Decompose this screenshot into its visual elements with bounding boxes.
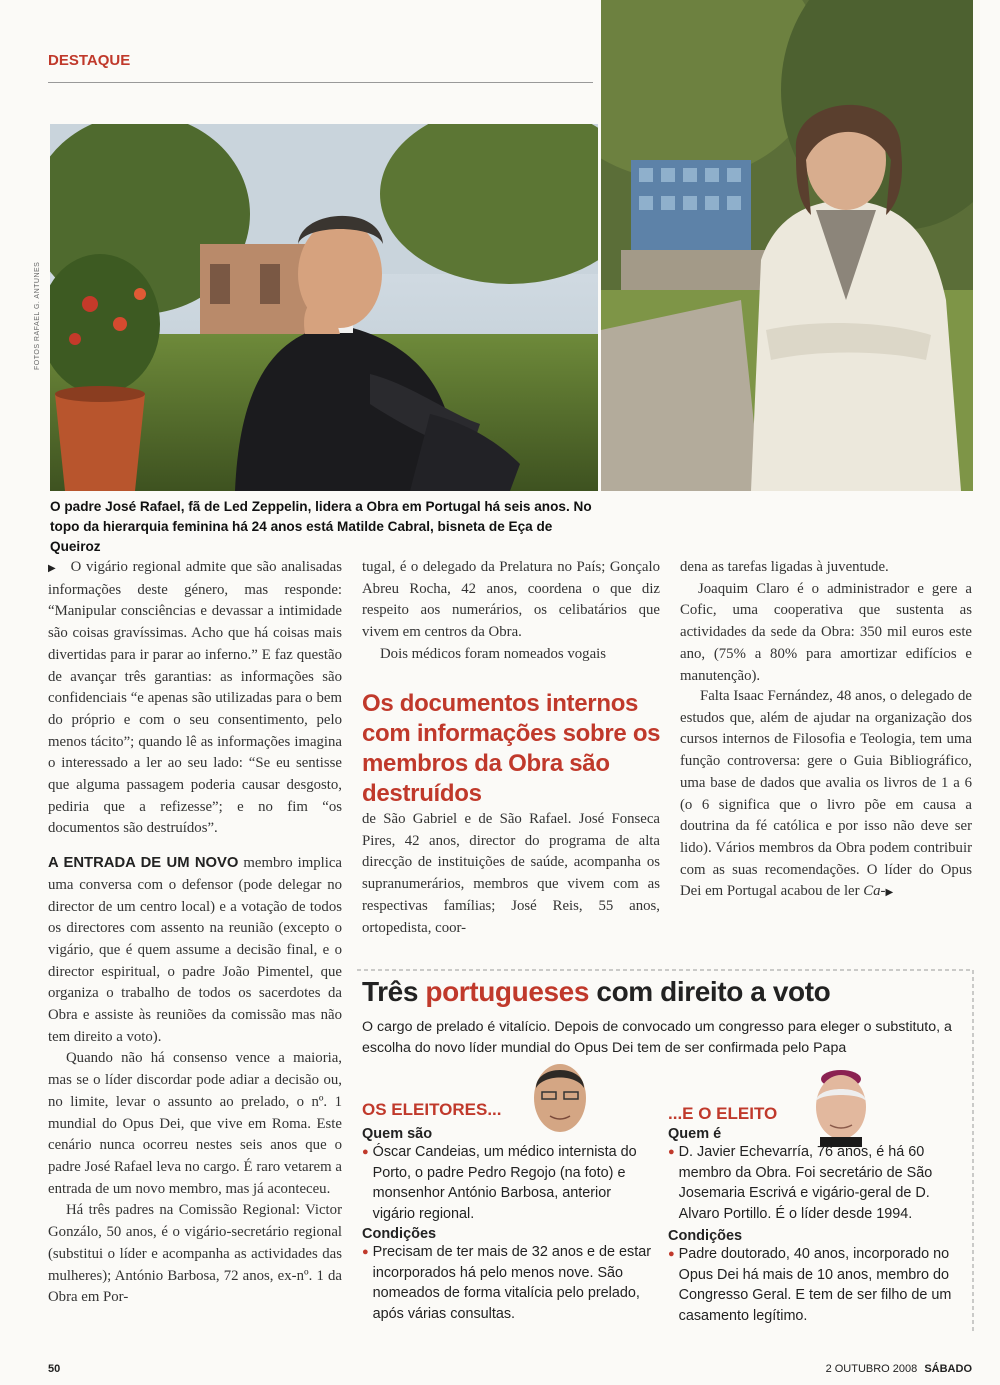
col3-paragraph-2: Joaquim Claro é o administrador e gere a Cofic, uma cooperativa que sustenta as actividades da sede da Obra: 350 mil euros este ano, (75% a 80% para amortizar edifícios e manutenção). [680, 580, 972, 684]
footer-magazine: SÁBADO [924, 1363, 972, 1375]
caption-line-2: topo da hierarquia feminina há 24 anos está Matilde Cabral, bisneta de Eça de Queiroz [50, 519, 553, 554]
col1-paragraph-4: Há três padres na Comissão Regional: Victor Gonzálo, 50 anos, é o vigário-secretário regional (substitui o líder e acompanha as actividades das mulheres); António Barbosa, 72 anos, ex-nº. 1 da Obra em Por- [48, 1202, 342, 1306]
photo-woman [601, 0, 973, 491]
col1-paragraph-1: ▶ O vigário regional admite que são analisadas informações deste género, mas responde: “Manipular consciências e devassar a intimidade são coisas gravíssimas. Acho que há coisas mais divertidas para ir parar ao inferno.” E faz questão de avançar três garantias: as informações são confidenciais “e apenas são utilizadas para o bem do próprio e com o seu consentimento, pelo menos tácito”; quando lê as informações imagina o interessado a ler ao seu lado: “Se eu sentisse que alguma passagem poderia causar desgosto, pediria que a refizesse”; e no fim “os documentos são destruídos”. [48, 559, 342, 837]
photo-priest-illustration [50, 124, 598, 491]
continuation-arrow-icon: ▶ [48, 563, 71, 574]
bullet-icon: ● [362, 1146, 369, 1158]
box-title: Três portugueses com direito a voto [362, 976, 831, 1007]
article-column-3-continued [680, 686, 972, 904]
paragraph-lead-in: A ENTRADA DE UM NOVO [48, 855, 239, 872]
article-column-2-continued [362, 809, 660, 939]
col1-paragraph-2: A ENTRADA DE UM NOVO membro implica uma conversa com o defensor (pode delegar no director de um centro local) e a votação de todos os directores com assento na reunião (excepto o vigário, que é quem assume a decisão final, e o director espiritual, o padre João Pimentel, que organiza o trabalho de todos os sacerdotes da Obra e assiste às reuniões da comissão mas não tem direito a voto). [48, 855, 342, 1045]
electors-heading: OS ELEITORES... [362, 1100, 502, 1119]
col3-paragraph-1: dena as tarefas ligadas à juventude. [680, 559, 889, 575]
continue-arrow-icon: ▶ [885, 887, 894, 899]
electors-section [362, 1100, 652, 1324]
elected-conditions-label: Condições [668, 1228, 743, 1244]
elected-conditions-item: ● Padre doutorado, 40 anos, incorporado no Opus Dei há mais de 10 anos, membro do Congresso Geral. E tem de ser filho de um casamento legítimo. [668, 1244, 956, 1326]
bullet-icon: ● [668, 1248, 675, 1260]
article-column-3 [680, 557, 972, 687]
col3-paragraph-3: Falta Isaac Fernández, 48 anos, o delegado de estudos que, além de ajudar na organização dos cursos internos de Filosofia e Teologia, tem uma função controversa: gere o Guia Bibliográfico, uma base de dados que avalia os livros de 1 a 6 (o 6 significa que o livro põe em causa a doutrina da fé católica e por isso não deve ser lido). Vários membros da Obra podem contribuir com as suas recomendações. O líder do Opus Dei em Portugal acabou de ler Ca-▶ [680, 688, 972, 900]
col2-paragraph-2: Dois médicos foram nomeados vogais [380, 645, 607, 662]
bullet-icon: ● [668, 1146, 675, 1158]
pull-quote: Os documentos internos com informações sobre os membros da Obra são destruídos [362, 690, 661, 807]
col2-paragraph-1: tugal, é o delegado da Prelatura no País; Gonçalo Abreu Rocha, 42 anos, coordena o que diz respeito aos numerários, os celibatários que vivem em centros da Obra. [362, 559, 660, 641]
bullet-icon: ● [362, 1246, 369, 1258]
box-subtitle: O cargo de prelado é vitalício. Depois de convocado um congresso para eleger o substituto, a escolha do novo líder mundial do Opus Dei tem de ser confirmada pelo Papa [362, 1019, 952, 1056]
col1-paragraph-3: Quando não há consenso vence a maioria, mas se o líder discordar pode adiar a decisão ou, no limite, levar o assunto ao prelado, o nº. 1 mundial do Opus Dei, que vive em Roma. Este cenário nunca ocorreu nestes seis anos que o padre José Rafael leva no cargo. É raro vetarem a entrada de um novo membro, mas já aconteceu. [48, 1050, 342, 1197]
elected-section [668, 1104, 956, 1326]
page-number: 50 [48, 1363, 61, 1375]
electors-who-item: ● Óscar Candeias, um médico internista do Porto, o padre Pedro Regojo (na foto) e monsenhor António Barbosa, anterior vigário regional. [362, 1142, 652, 1224]
elected-who-label: Quem é [668, 1126, 722, 1142]
electors-conditions-label: Condições [362, 1226, 437, 1242]
section-label: DESTAQUE [48, 52, 131, 69]
photo-caption [50, 497, 598, 557]
article-column-1 [48, 557, 342, 1309]
col2-paragraph-3: de São Gabriel e de São Rafael. José Fonseca Pires, 42 anos, director do programa de alta direcção de instituições de saúde, acompanha os supranumerários, membros que vivem com as respectivas famílias; José Reis, 55 anos, ortopedista, coor- [362, 811, 660, 936]
photo-credit: FOTOS RAFAEL G. ANTUNES [34, 261, 41, 370]
photo-woman-illustration [601, 0, 973, 491]
article-column-2 [362, 557, 660, 666]
elected-who-item: ● D. Javier Echevarría, 76 anos, é há 60 membro da Obra. Foi secretário de São Josemaria Escrivá e vigário-geral de D. Alvaro Portillo. É o líder desde 1994. [668, 1142, 956, 1224]
elected-heading: ...E O ELEITO [668, 1104, 778, 1123]
header-rule [48, 82, 593, 83]
footer-date-magazine [826, 1363, 972, 1375]
caption-line-1: O padre José Rafael, fã de Led Zeppelin, lidera a Obra em Portugal há seis anos. No [50, 499, 592, 514]
footer-date: 2 OUTUBRO 2008 [825, 1363, 918, 1375]
electors-who-label: Quem são [362, 1126, 433, 1142]
electors-conditions-item: ● Precisam de ter mais de 32 anos e de estar incorporados há pelo menos nove. São nomeados de forma vitalícia pelo prelado, após várias consultas. [362, 1242, 652, 1324]
photo-priest [50, 124, 598, 491]
